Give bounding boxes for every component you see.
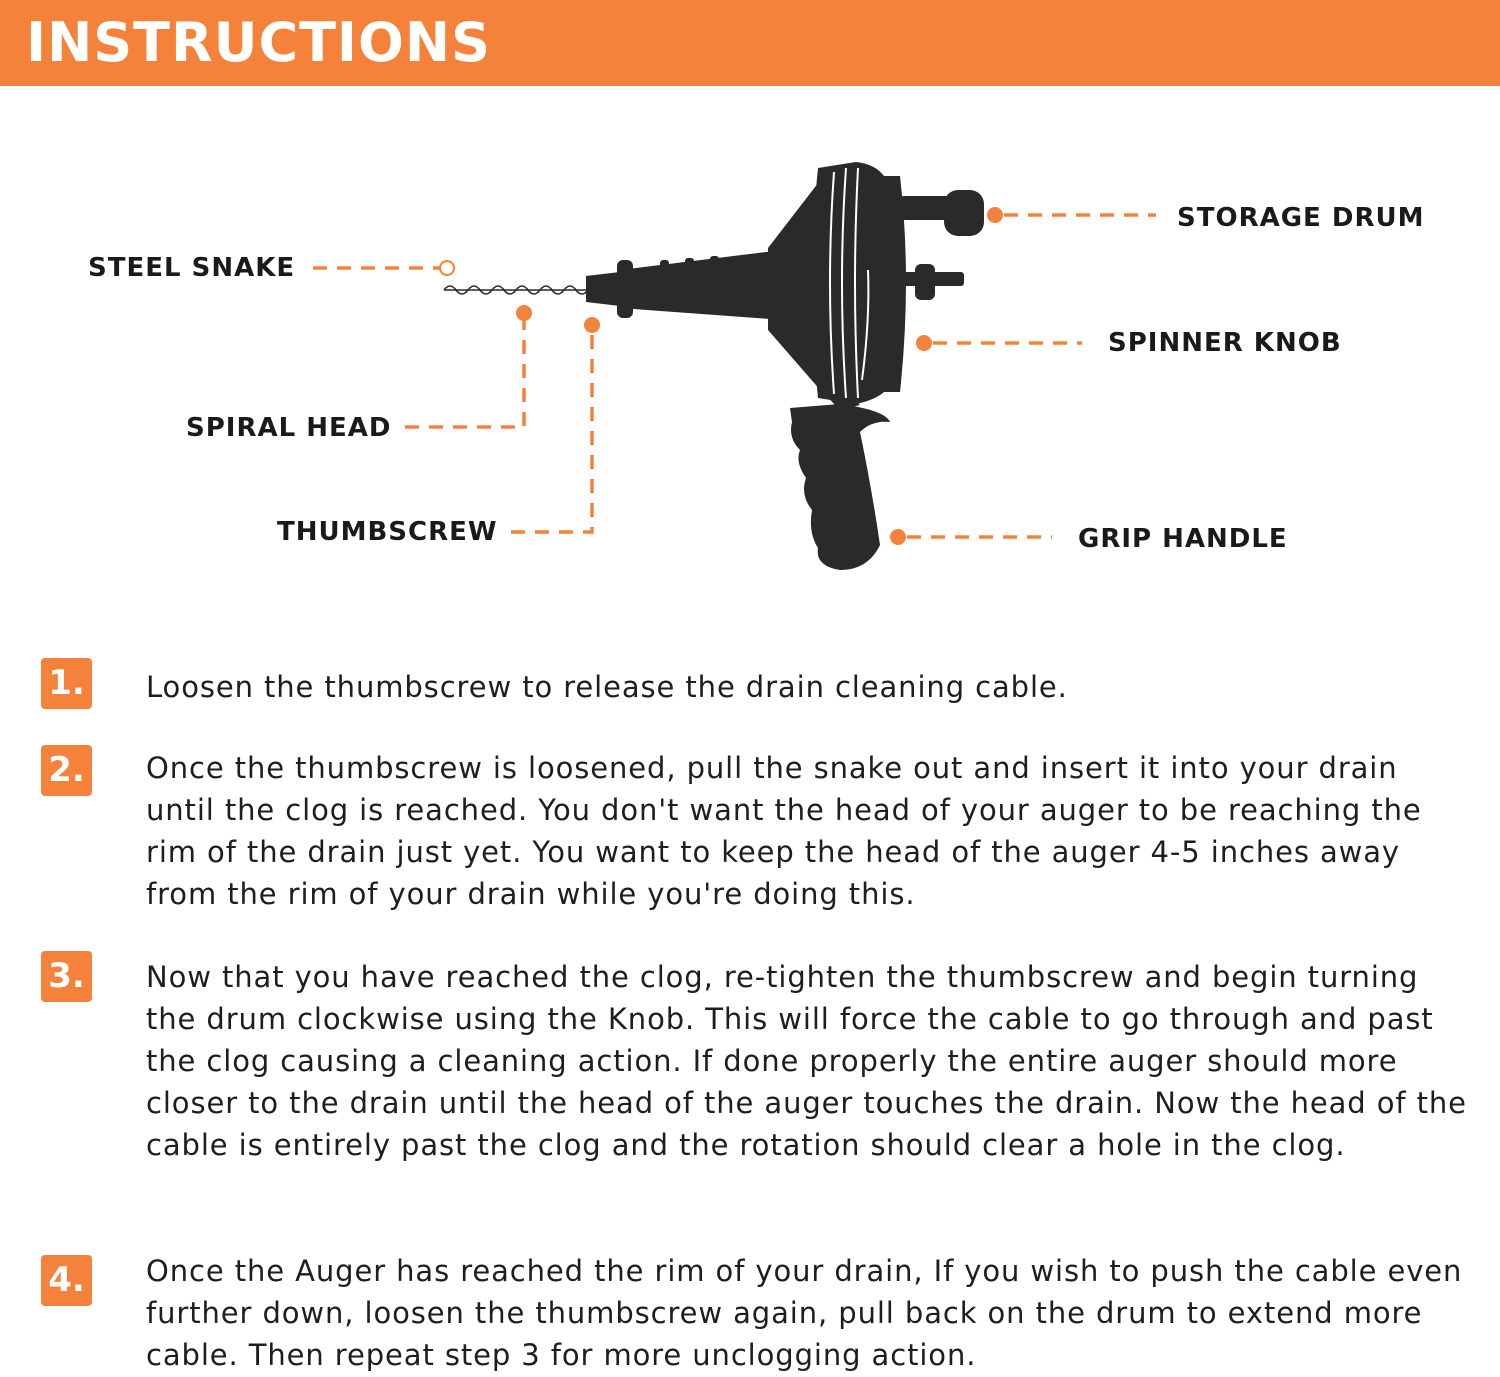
storage-drum-dot: [987, 207, 1003, 223]
knob-post: [915, 264, 935, 300]
barrel-rib: [660, 260, 669, 274]
step-text: Once the thumbscrew is loosened, pull the snake out and insert it into your drain until the clog is reached. You don't want the head of your auger to be reaching the rim of the drain just yet. You want to keep the head of the auger 4-5 inches away from the rim of your drain while you're doing this.: [146, 751, 1422, 911]
grip-handle-dot: [890, 529, 906, 545]
step-number-badge: 4.: [41, 1255, 92, 1306]
step-text: Loosen the thumbscrew to release the drain cleaning cable.: [146, 670, 1068, 704]
step-text: Now that you have reached the clog, re-tighten the thumbscrew and begin turning the drum clockwise using the Knob. This will force the cable to go through and past the clog causing a cleaning action. If done properly the entire auger should more closer to the drain until the head of the auger touches the drain. Now the head of the cable is entirely past the clog and the rotation should clear a hole in the clog.: [146, 960, 1467, 1162]
step-text: Once the Auger has reached the rim of your drain, If you wish to push the cable even further down, loosen the thumbscrew again, pull back on the drum to extend more cable. Then repeat step 3 for more unclogging action.: [146, 1254, 1463, 1372]
steel-snake-cable: [444, 286, 588, 294]
crank-arm: [900, 196, 950, 220]
spiral-head-dot: [516, 305, 532, 321]
nose-shape: [586, 272, 620, 306]
drain-auger-icon: [586, 162, 984, 570]
label-grip-handle: GRIP HANDLE: [1078, 524, 1288, 554]
thumbscrew-dot: [584, 317, 600, 333]
label-thumbscrew: THUMBSCREW: [277, 517, 498, 547]
label-steel-snake: STEEL SNAKE: [88, 253, 296, 283]
label-spiral-head: SPIRAL HEAD: [186, 413, 392, 443]
step-number-badge: 1.: [41, 658, 92, 709]
grip-shape: [790, 404, 890, 570]
steel-snake-dot: [440, 261, 454, 275]
barrel-rib: [710, 256, 719, 270]
crank-grip: [944, 190, 984, 236]
drum-shape: [812, 162, 906, 404]
page-title: INSTRUCTIONS: [26, 11, 491, 74]
step-number-badge: 2.: [41, 745, 92, 796]
spinner-knob-dot: [916, 335, 932, 351]
header-banner: [0, 0, 1500, 86]
barrel-rib: [685, 258, 694, 272]
step-number-badge: 3.: [41, 951, 92, 1002]
label-storage-drum: STORAGE DRUM: [1177, 203, 1425, 233]
label-spinner-knob: SPINNER KNOB: [1108, 328, 1342, 358]
